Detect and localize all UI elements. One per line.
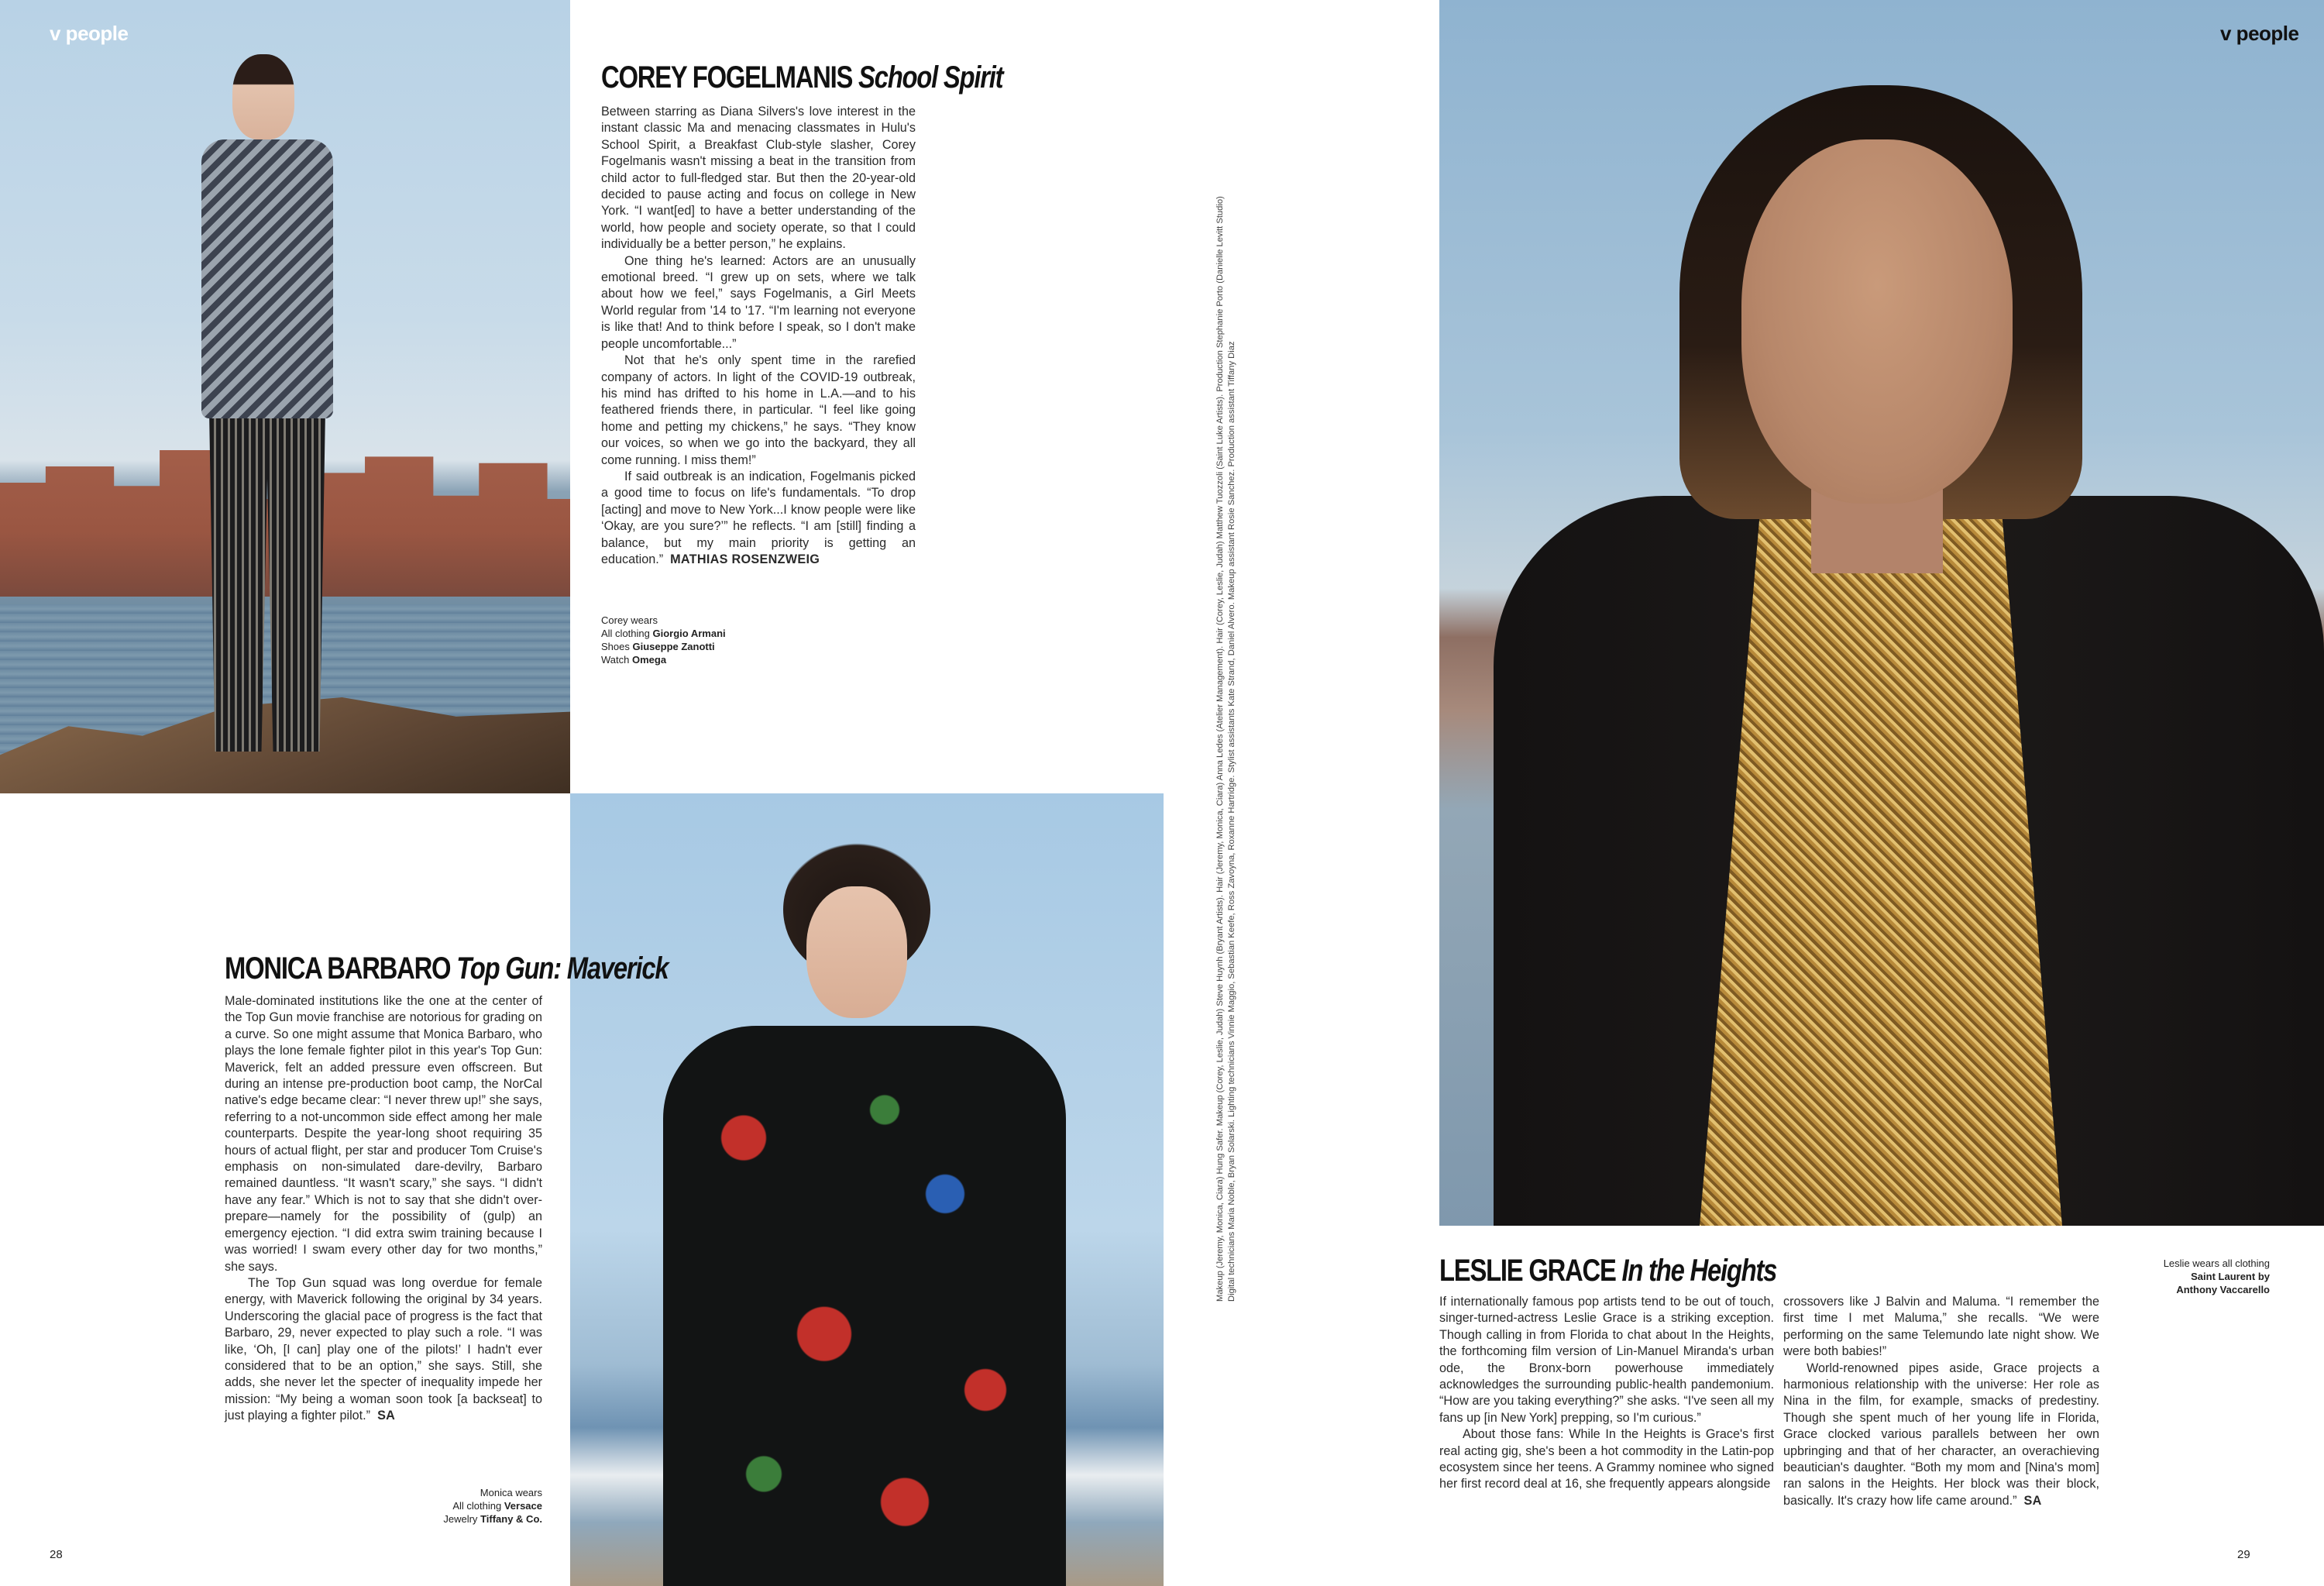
credit-line: All clothing Giorgio Armani <box>601 628 726 639</box>
credit-intro: Corey wears <box>601 614 658 626</box>
paragraph: Not that he's only spent time in the rarefied company of actors. In light of the COVID-19 outbreak, his mind has drifted to his home in L.A.—and to his feathered friends there, in particular. “I feel like going home and petting my chickens,” he says. “They know our voices, so when we go into the backyard, they all come running. I miss them!” <box>601 353 916 467</box>
credit-intro: Monica wears <box>480 1487 542 1498</box>
paragraph: Male-dominated institutions like the one at the center of the Top Gun movie franchise are notorious for grading on a curve. So one might assume that Monica Barbaro, who plays the lone female fighter pilot in this year's Top Gun: Maverick, felt an added pressure even offscreen. But during an intense pre-production boot camp, the NorCal native's edge became clear: “I never threw up!” she says, referring to a not-uncommon side effect among her male counterparts. Despite the year-long shoot requiring 35 hours of actual flight, per star and producer Tom Cruise's emphasis on non-simulated dare-devilry, Barbaro remained dauntless. “It wasn't scary,” she says. “I didn't have any fear.” Which is not to say that she didn't over-prepare—namely for the possibility of (gulp) an emergency ejection. “I did extra swim training because I was worried! I swam every other day for two months,” she says. <box>225 994 542 1274</box>
credit-line: Saint Laurent by <box>2191 1271 2270 1282</box>
paragraph: Between starring as Diana Silvers's love interest in the instant classic Ma and menacing classmates in Hulu's School Spirit, a Breakfast Club-style slasher, Corey Fogelmanis wasn't missing a beat in the transition from child actor to full-fledged star. But then the 20-year-old decided to pause acting and focus on college in New York. “I want[ed] to have a better understanding of the world, how people and society operate, so that I could individually be a better person,” he explains. <box>601 105 916 252</box>
paragraph <box>601 469 916 568</box>
article-body-corey <box>601 104 916 568</box>
paragraph-text: The Top Gun squad was long overdue for female energy, with Maverick following the original by 34 years. Underscoring the glacial pace of progress is the fact that Barbaro, 29, never expected to play such a role. “I was like, ‘Oh, [I can] play one of the pilots!’ I hadn't ever considered that to be an option,” she says. Still, she adds, she never let the specter of inequality impede her mission: “My being a woman soon took [a backseat] to just playing a fighter pilot.” <box>225 1275 542 1423</box>
credit-leslie <box>2030 1257 2270 1296</box>
photo-corey-fogelmanis <box>0 0 570 793</box>
patterned-shirt <box>201 139 333 418</box>
page-number-left: 28 <box>50 1548 63 1561</box>
paragraph <box>225 1275 542 1425</box>
photo-leslie-grace <box>1439 0 2324 1226</box>
byline: SA <box>377 1409 396 1423</box>
credit-line: Jewelry Tiffany & Co. <box>443 1513 542 1525</box>
section-tag-left: v people <box>50 22 129 45</box>
credit-corey <box>601 614 726 666</box>
headline-corey <box>601 60 1002 95</box>
headline-monica <box>225 951 668 986</box>
article-body-monica <box>225 993 542 1425</box>
credit-line: Watch Omega <box>601 654 667 666</box>
person-figure <box>663 840 1066 1586</box>
headline-title: School Spirit <box>858 60 1003 95</box>
head <box>232 54 294 139</box>
paragraph-text: World-renowned pipes aside, Grace projects a harmonious relationship with the universe: Her role as Nina in the film, for example, smacks of predestiny. Though she spent much of her young life in Florida, Grace clocked various parallels between her own upbringing and that of her character, an overachieving beautician's daughter. “Both my mom and [Nina's mom] ran salons in the Heights. Her block was their block, basically. It's crazy how life came around.” <box>1783 1361 2099 1508</box>
paragraph: If internationally famous pop artists tend to be out of touch, singer-turned-actress Leslie Grace is a striking exception. Though calling in from Florida to chat about In the Heights, the forthcoming film version of Lin-Manuel Miranda's urban ode, the Bronx-born powerhouse immediately acknowledges the surrounding public-health pandemonium. “How are you taking everything?” she asks. “I've seen all my fans up [in New York] prepping, so I'm curious.” <box>1439 1295 1774 1425</box>
headline-name: MONICA BARBARO <box>225 951 451 986</box>
headline-name: COREY FOGELMANIS <box>601 60 853 95</box>
page-number-right: 29 <box>2237 1548 2250 1561</box>
production-credit-line: Makeup (Jeremy, Monica, Ciara) Hung Safer. Makeup (Corey, Leslie, Judah) Steve Huynh (Bryant Artists). Hair (Jeremy, Monica, Ciara) Anna Ledes (Atelier Management). Hair (Corey, Leslie, Judah) Matthew Tuozzoli (Saint Luke Artists). Production Stephanie Porto (Danielle Levitt Studio) <box>1215 196 1225 1302</box>
credit-intro: Leslie wears all clothing <box>2163 1257 2270 1269</box>
article-body-leslie-col1 <box>1439 1294 1774 1493</box>
face <box>1741 139 2013 504</box>
byline: MATHIAS ROSENZWEIG <box>670 552 820 566</box>
credit-monica <box>349 1486 542 1526</box>
person-figure <box>186 54 349 752</box>
striped-trousers <box>209 411 325 752</box>
section-tag-right: v people <box>2220 22 2299 45</box>
article-body-leslie-col2 <box>1783 1294 2099 1509</box>
floral-jacket <box>663 1026 1066 1586</box>
headline-title: Top Gun: Maverick <box>456 951 669 986</box>
photo-monica-barbaro <box>570 793 1164 1586</box>
headline-title: In the Heights <box>1621 1254 1777 1288</box>
headline-leslie <box>1439 1254 1776 1288</box>
production-credit-line: Digital technicians Maria Noble, Bryan Solarski. Lighting technicians Vinnie Maggio, Sebastian Keefe, Ross Zavoyna, Roxanne Hartridge. Stylist assistants Kate Strand, Daniel Alvero. Makeup assistant Rosie Sanchez. Production assistant Tiffany Diaz <box>1227 341 1236 1302</box>
credit-line: Anthony Vaccarello <box>2176 1284 2270 1295</box>
paragraph-text: If said outbreak is an indication, Fogelmanis picked a good time to focus on life's fundamentals. “To drop [acting] and move to New York...I know people were like ‘Okay, are you sure?’” he reflects. “I am [still] finding a balance, but my main priority is getting an education.” <box>601 469 916 566</box>
paragraph: One thing he's learned: Actors are an unusually emotional breed. “I grew up on sets, where we talk about how we feel,” says Fogelmanis, a Girl Meets World regular from '14 to '17. “I'm learning not everyone is like that! And to think before I speak, so I don't make people uncomfortable...” <box>601 253 916 351</box>
paragraph: crossovers like J Balvin and Maluma. “I remember the first time I met Maluma,” she recalls. “We were performing on the same Telemundo late night show. We were both babies!” <box>1783 1295 2099 1359</box>
paragraph <box>1783 1361 2099 1510</box>
paragraph: About those fans: While In the Heights is Grace's first real acting gig, she's been a hot commodity in the Latin-pop ecosystem since her teens. A Grammy nominee who signed her first record deal at 16, she frequently appears alongside <box>1439 1427 1774 1491</box>
credit-line: Shoes Giuseppe Zanotti <box>601 641 715 652</box>
credit-line: All clothing Versace <box>452 1500 542 1512</box>
byline: SA <box>2023 1493 2042 1508</box>
face <box>806 886 907 1018</box>
headline-name: LESLIE GRACE <box>1439 1254 1616 1288</box>
production-credits <box>1215 62 1238 1302</box>
